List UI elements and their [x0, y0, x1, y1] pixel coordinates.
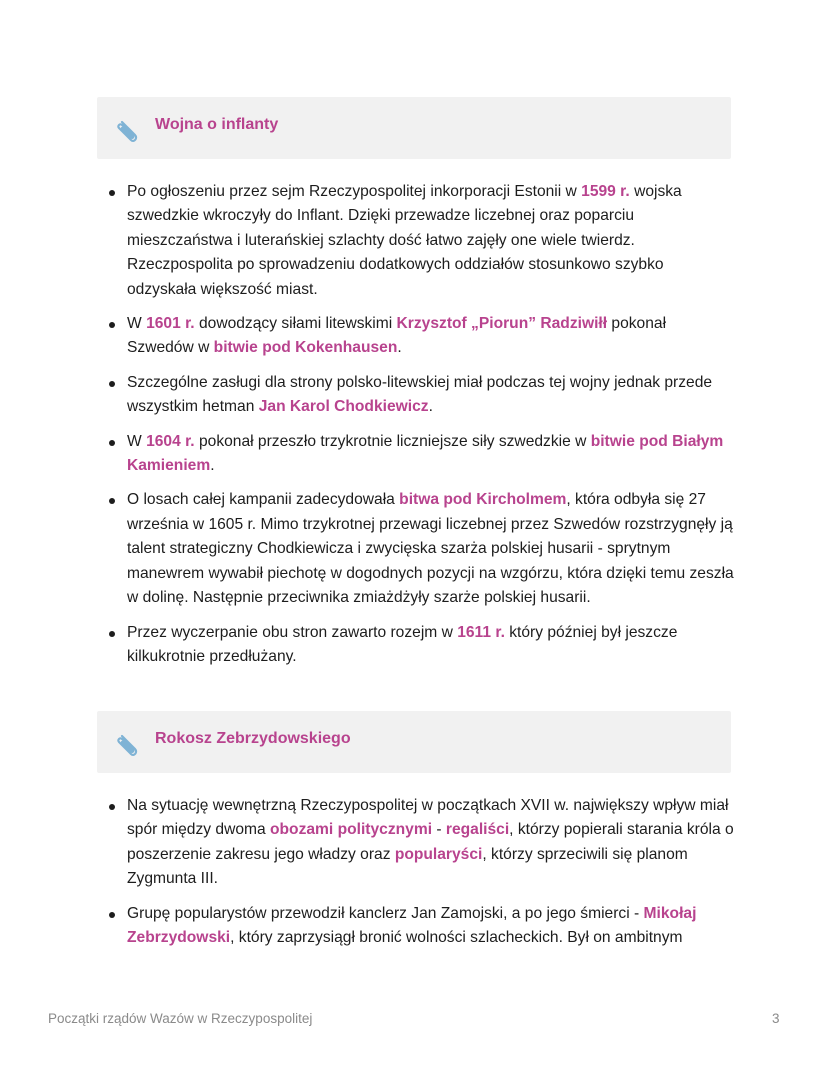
- paperclip-icon: [113, 730, 143, 760]
- highlighted-term: bitwie pod Białym Kamieniem: [127, 432, 724, 475]
- highlighted-term: popularyści: [394, 845, 483, 863]
- bullet-list-wojna: [105, 180, 735, 679]
- section-header-rokosz: [97, 711, 731, 773]
- footer-document-title: Początki rządów Wazów w Rzeczypospolitej: [48, 1011, 313, 1026]
- text-segment: Po ogłoszeniu przez sejm Rzeczypospolitej inkorporacji Estonii w: [127, 183, 582, 200]
- text-segment: Szczególne zasługi dla strony polsko-litewskiej miał podczas tej wojny jednak przede wszystkim hetman: [127, 373, 713, 416]
- text-segment: Na sytuację wewnętrzną Rzeczypospolitej w początkach XVII w. największy wpływ miał spór między dwoma: [127, 797, 729, 839]
- text-segment: który później był jeszcze kilkukrotnie przedłużany.: [127, 623, 678, 665]
- bullet-list-rokosz: [105, 794, 735, 960]
- list-item: [105, 902, 735, 951]
- text-segment: , który zaprzysiągł bronić wolności szlacheckich. Był on ambitnym: [230, 929, 683, 947]
- highlighted-term: 1611 r.: [457, 623, 505, 641]
- highlighted-term: Jan Karol Chodkiewicz: [258, 398, 429, 416]
- list-item: [105, 621, 735, 670]
- section-header-wojna: [97, 97, 731, 159]
- text-segment: -: [432, 821, 446, 839]
- highlighted-term: 1604 r.: [146, 432, 195, 450]
- highlighted-term: obozami politycznymi: [270, 821, 433, 839]
- highlighted-term: 1599 r.: [581, 183, 630, 200]
- list-item: [105, 488, 735, 610]
- highlighted-term: bitwa pod Kircholmem: [399, 491, 567, 509]
- text-segment: .: [210, 457, 215, 475]
- text-segment: wojska szwedzkie wkroczyły do Inflant. Dzięki przewadze liczebnej oraz poparciu mieszczaństwa i luterańskiej szlachty dość łatwo zajęły one wiele twierdz. Rzeczpospolita po sprowadzeniu dodatkowych oddziałów stosunkowo szybko odzyskała większość miast.: [127, 183, 682, 298]
- list-item: [105, 794, 735, 892]
- text-segment: dowodzący siłami litewskimi: [194, 315, 397, 333]
- paperclip-icon: [113, 116, 143, 146]
- highlighted-term: Krzysztof „Piorun” Radziwiłł: [396, 315, 608, 333]
- text-segment: pokonał Szwedów w: [127, 315, 667, 357]
- highlighted-term: 1601 r.: [146, 315, 195, 333]
- text-segment: W: [127, 315, 147, 333]
- list-item: [105, 312, 735, 361]
- list-item: [105, 430, 735, 479]
- text-segment: pokonał przeszło trzykrotnie liczniejsze siły szwedzkie w: [194, 432, 591, 450]
- highlighted-term: Mikołaj Zebrzydowski: [127, 904, 697, 947]
- text-segment: , którzy popierali starania króla o poszerzenie zakresu jego władzy oraz: [127, 821, 734, 863]
- text-segment: , którzy sprzeciwili się planom Zygmunta III.: [127, 845, 688, 888]
- text-segment: W: [127, 432, 147, 450]
- section-title: Wojna o inflanty: [155, 116, 279, 133]
- text-segment: Grupę popularystów przewodził kanclerz Jan Zamojski, a po jego śmierci -: [127, 904, 644, 922]
- text-segment: .: [397, 339, 402, 357]
- footer-page-number: 3: [772, 1011, 780, 1026]
- text-segment: Przez wyczerpanie obu stron zawarto rozejm w: [127, 623, 458, 641]
- highlighted-term: regaliści: [445, 821, 510, 839]
- text-segment: .: [428, 398, 433, 416]
- section-title: Rokosz Zebrzydowskiego: [155, 730, 351, 747]
- list-item: [105, 371, 735, 420]
- text-segment: O losach całej kampanii zadecydowała: [127, 491, 400, 509]
- highlighted-term: bitwie pod Kokenhausen: [213, 339, 398, 357]
- list-item: [105, 180, 735, 302]
- text-segment: , która odbyła się 27 września w 1605 r. Mimo trzykrotnej przewagi liczebnej przez Szwedów rozstrzygnęły ją talent strategiczny Chodkiewicza i zwycięska szarża polskiej husarii - sprytnym manewrem wywabił piechotę w dogodnych pozycji na wzgórzu, która dzięki temu zeszła w dolinę. Następnie przeciwnika zmiażdżyły szarże polskiej husarii.: [127, 491, 734, 607]
